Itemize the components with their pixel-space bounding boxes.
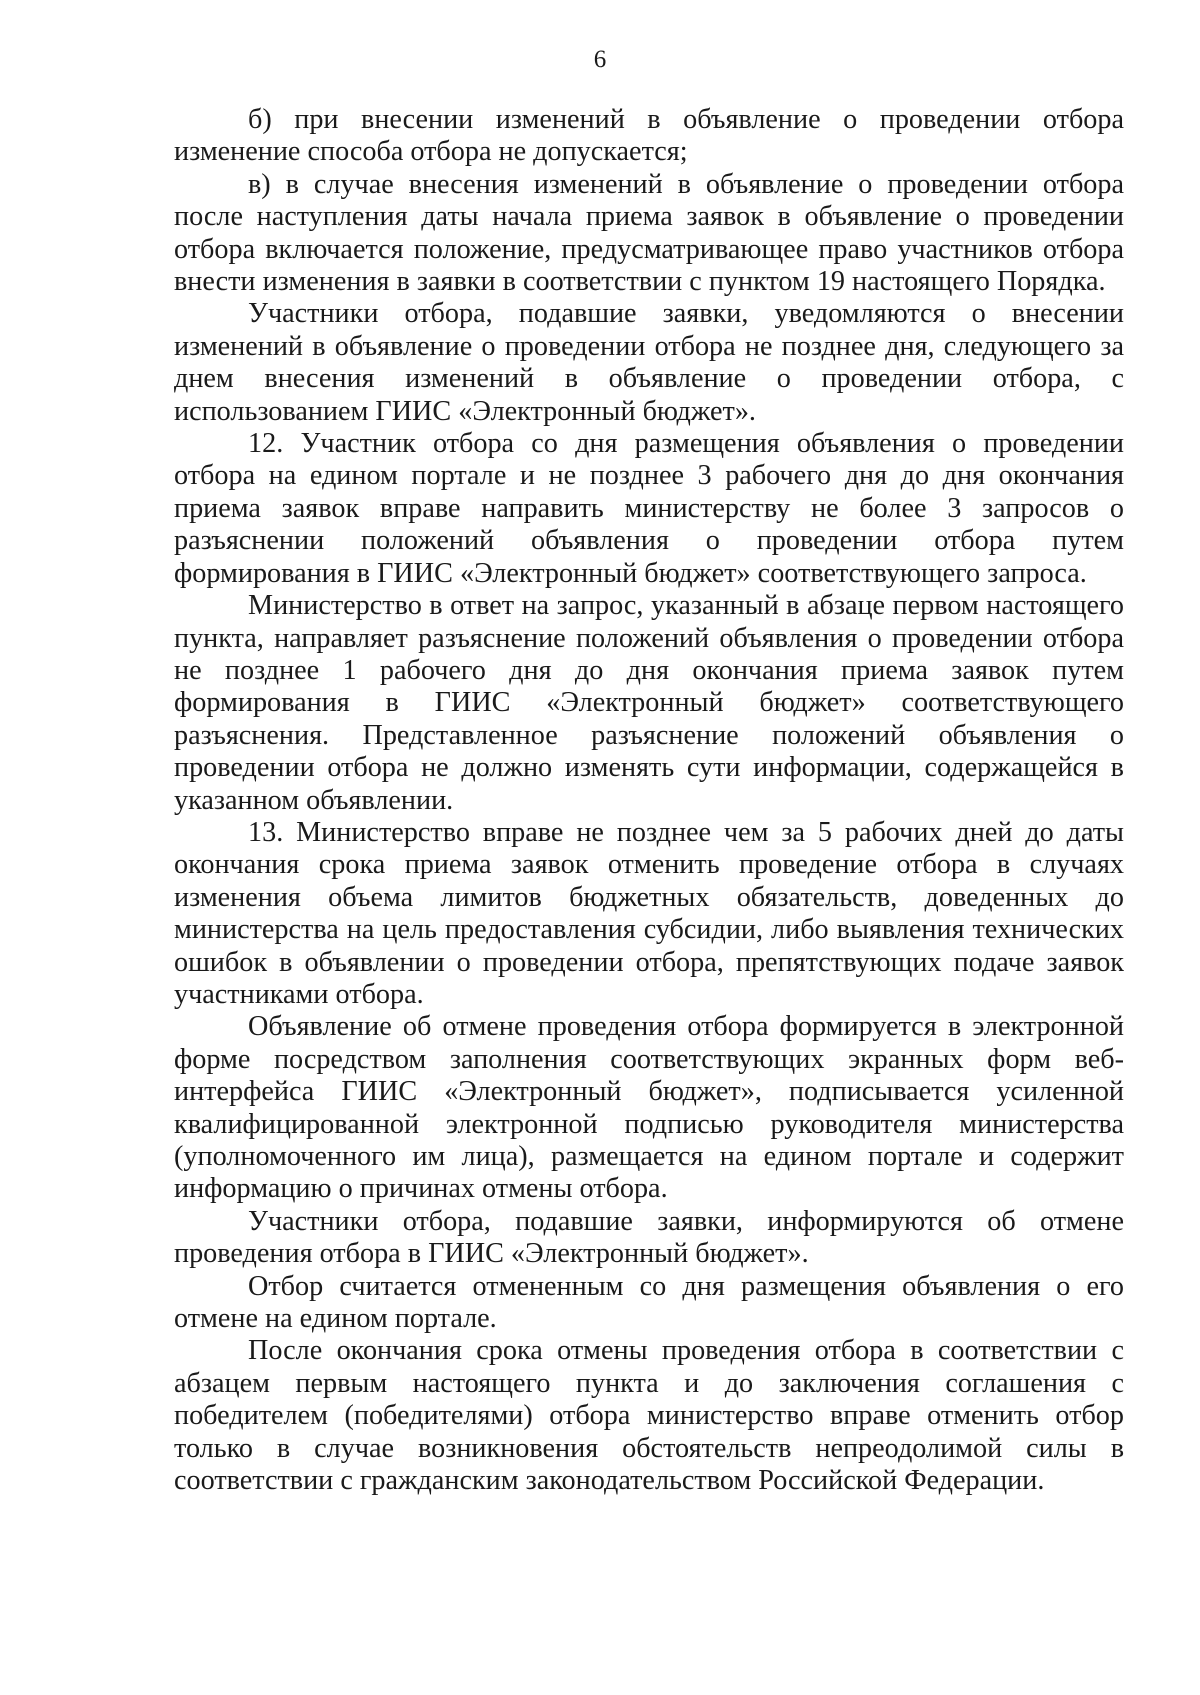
paragraph-v: в) в случае внесения изменений в объявление о проведении отбора после наступления даты начала приема заявок в объявление о проведении отбора включается положение, предусматривающее право участников отбора внести изменения в заявки в соответствии с пунктом 19 настоящего Порядка. — [174, 168, 1124, 298]
paragraph-cancellation-notice: Объявление об отмене проведения отбора формируется в электронной форме посредством заполнения соответствующих экранных форм веб-интерфейса ГИИС «Электронный бюджет», подписывается усиленной квалифицированной электронной подписью руководителя министерства (уполномоченного им лица), размещается на едином портале и содержит информацию о причинах отмены отбора. — [174, 1011, 1124, 1205]
paragraph-b: б) при внесении изменений в объявление о проведении отбора изменение способа отбора не допускается; — [174, 104, 1124, 168]
paragraph-participants-informed: Участники отбора, подавшие заявки, информируются об отмене проведения отбора в ГИИС «Электронный бюджет». — [174, 1205, 1124, 1270]
paragraph-ministry-response: Министерство в ответ на запрос, указанный в абзаце первом настоящего пункта, направляет разъяснение положений объявления о проведении отбора не позднее 1 рабочего дня до дня окончания приема заявок путем формирования в ГИИС «Электронный бюджет» соответствующего разъяснения. Представленное разъяснение положений объявления о проведении отбора не должно изменять сути информации, содержащейся в указанном объявлении. — [174, 590, 1124, 816]
paragraph-notification: Участники отбора, подавшие заявки, уведомляются о внесении изменений в объявление о проведении отбора не позднее дня, следующего за днем внесения изменений в объявление о проведении отбора, с использованием ГИИС «Электронный бюджет». — [174, 298, 1124, 427]
document-body — [174, 104, 1124, 1497]
page-number: 6 — [593, 46, 607, 73]
paragraph-cancelled-date: Отбор считается отмененным со дня размещения объявления о его отмене на едином портале. — [174, 1270, 1124, 1335]
paragraph-12: 12. Участник отбора со дня размещения объявления о проведении отбора на едином портале и не позднее 3 рабочего дня до дня окончания приема заявок вправе направить министерству не более 3 запросов о разъяснении положений объявления о проведении отбора путем формирования в ГИИС «Электронный бюджет» соответствующего запроса. — [174, 428, 1124, 589]
paragraph-force-majeure: После окончания срока отмены проведения отбора в соответствии с абзацем первым настоящего пункта и до заключения соглашения с победителем (победителями) отбора министерство вправе отменить отбор только в случае возникновения обстоятельств непреодолимой силы в соответствии с гражданским законодательством Российской Федерации. — [174, 1335, 1124, 1497]
paragraph-13: 13. Министерство вправе не позднее чем за 5 рабочих дней до даты окончания срока приема заявок отменить проведение отбора в случаях изменения объема лимитов бюджетных обязательств, доведенных до министерства на цель предоставления субсидии, либо выявления технических ошибок в объявлении о проведении отбора, препятствующих подаче заявок участниками отбора. — [174, 816, 1124, 1010]
